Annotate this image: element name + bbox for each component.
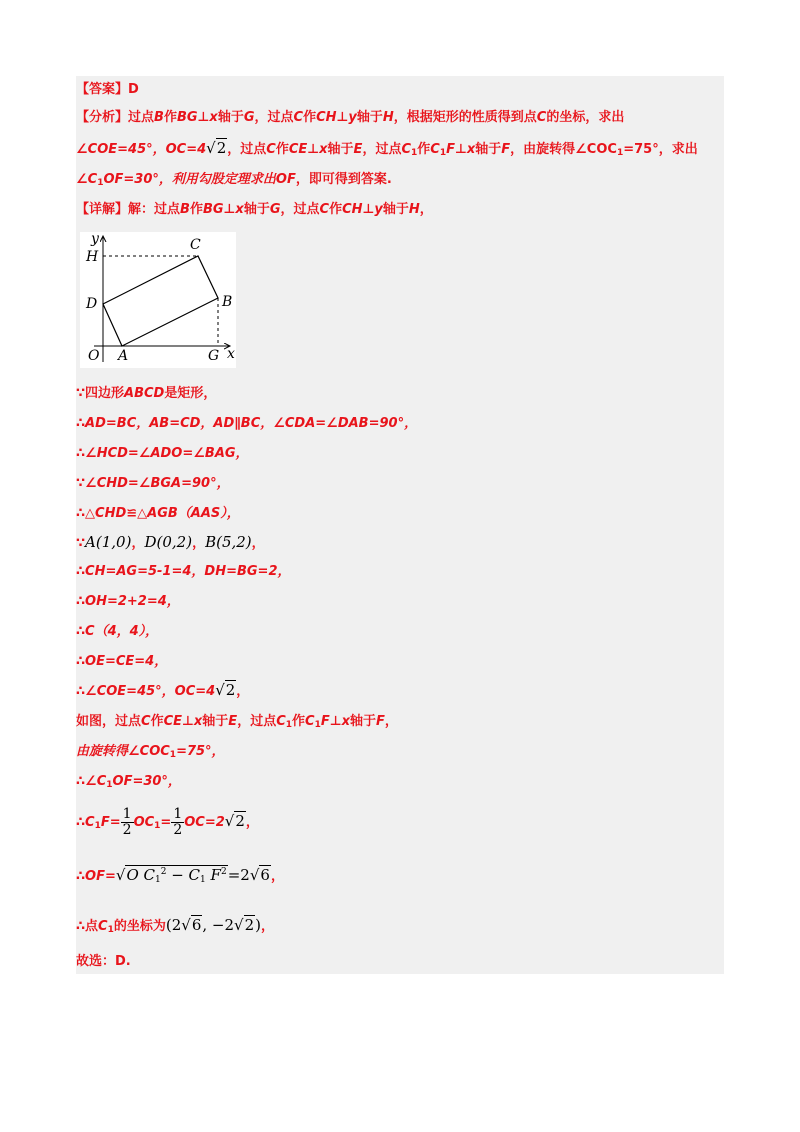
label-d: D [86,296,98,312]
step-1: ∵四边形ABCD是矩形， [76,386,217,401]
label-h: H [86,249,99,265]
step-14: $\therefore\angle C_1OF=30^\circ$， [76,774,181,790]
step-11: ∴∠COE=45°，OC=4√2， [76,681,250,699]
analysis-line-2: ∠COE=45°，OC=4√2，过点C作CE⊥x轴于E，过点$C_1$作$C_1F\perp x$轴于F，由旋转得$\angle COC_1=75^\circ$，求出 [76,139,698,158]
label-c: C [190,237,201,253]
step-12: 如图，过点C作CE⊥x轴于E，过点$C_1$作$C_1F\perp x$轴于F， [76,714,398,730]
detail-line: 【详解】解：过点B作BG⊥x轴于G，过点C作CH⊥y轴于H， [76,202,433,217]
step-7: ∴CH=AG=5-1=4，DH=BG=2， [76,564,291,579]
label-o: O [88,348,100,364]
answer-value: D [128,82,139,97]
answer-label: 【答案】 [76,82,129,97]
label-x: x [227,346,235,362]
coordinate-diagram [80,232,236,368]
step-16: ∴OF=√O $C_1^2 - C_1$ $F^2=2√6$， [76,866,284,885]
answer-sheet [76,76,724,974]
answer-line [76,80,139,100]
analysis-text: 过点B作BG⊥x轴于G，过点C作CH⊥y轴于H，根据矩形的性质得到点C的坐标，求出 [128,110,625,125]
analysis-label: 【分析】 [76,110,129,125]
step-8: ∴OH=2+2=4， [76,594,180,609]
step-18: 故选：D. [76,954,131,969]
step-6: ∵A(1,0)，D(0,2)，B(5,2)， [76,533,265,551]
step-3: ∴∠HCD=∠ADO=∠BAG， [76,446,249,461]
step-4: ∵∠CHD=∠BGA=90°， [76,476,230,491]
label-b: B [222,294,233,310]
step-2: ∴AD=BC，AB=CD，AD∥BC，∠CDA=∠DAB=90°， [76,416,418,431]
detail-label: 【详解】 [76,202,129,217]
step-17: ∴点$C_1$的坐标为(2√6, −2√2)， [76,916,275,935]
analysis-line-1 [76,108,624,128]
step-10: ∴OE=CE=4， [76,654,168,669]
label-g: G [208,348,220,364]
step-15: $\therefore C_1F=$ $\frac{1}{2}$ $OC_1=$ $\frac{1}{2}$ OC=2√2， [76,806,259,838]
step-9: ∴C（4，4）， [76,624,159,639]
label-a: A [118,348,129,364]
rectangle-figure [80,232,236,368]
step-5: ∴△CHD≌△AGB（AAS）， [76,506,240,521]
label-y: y [91,232,99,247]
step-13: 由旋转得$\angle COC_1=75^\circ$， [76,744,225,760]
analysis-line-3: $\angle C_1OF=30^\circ$，利用勾股定理求出OF，即可得到答案. [76,172,392,188]
rectangle-abcd [103,256,218,346]
